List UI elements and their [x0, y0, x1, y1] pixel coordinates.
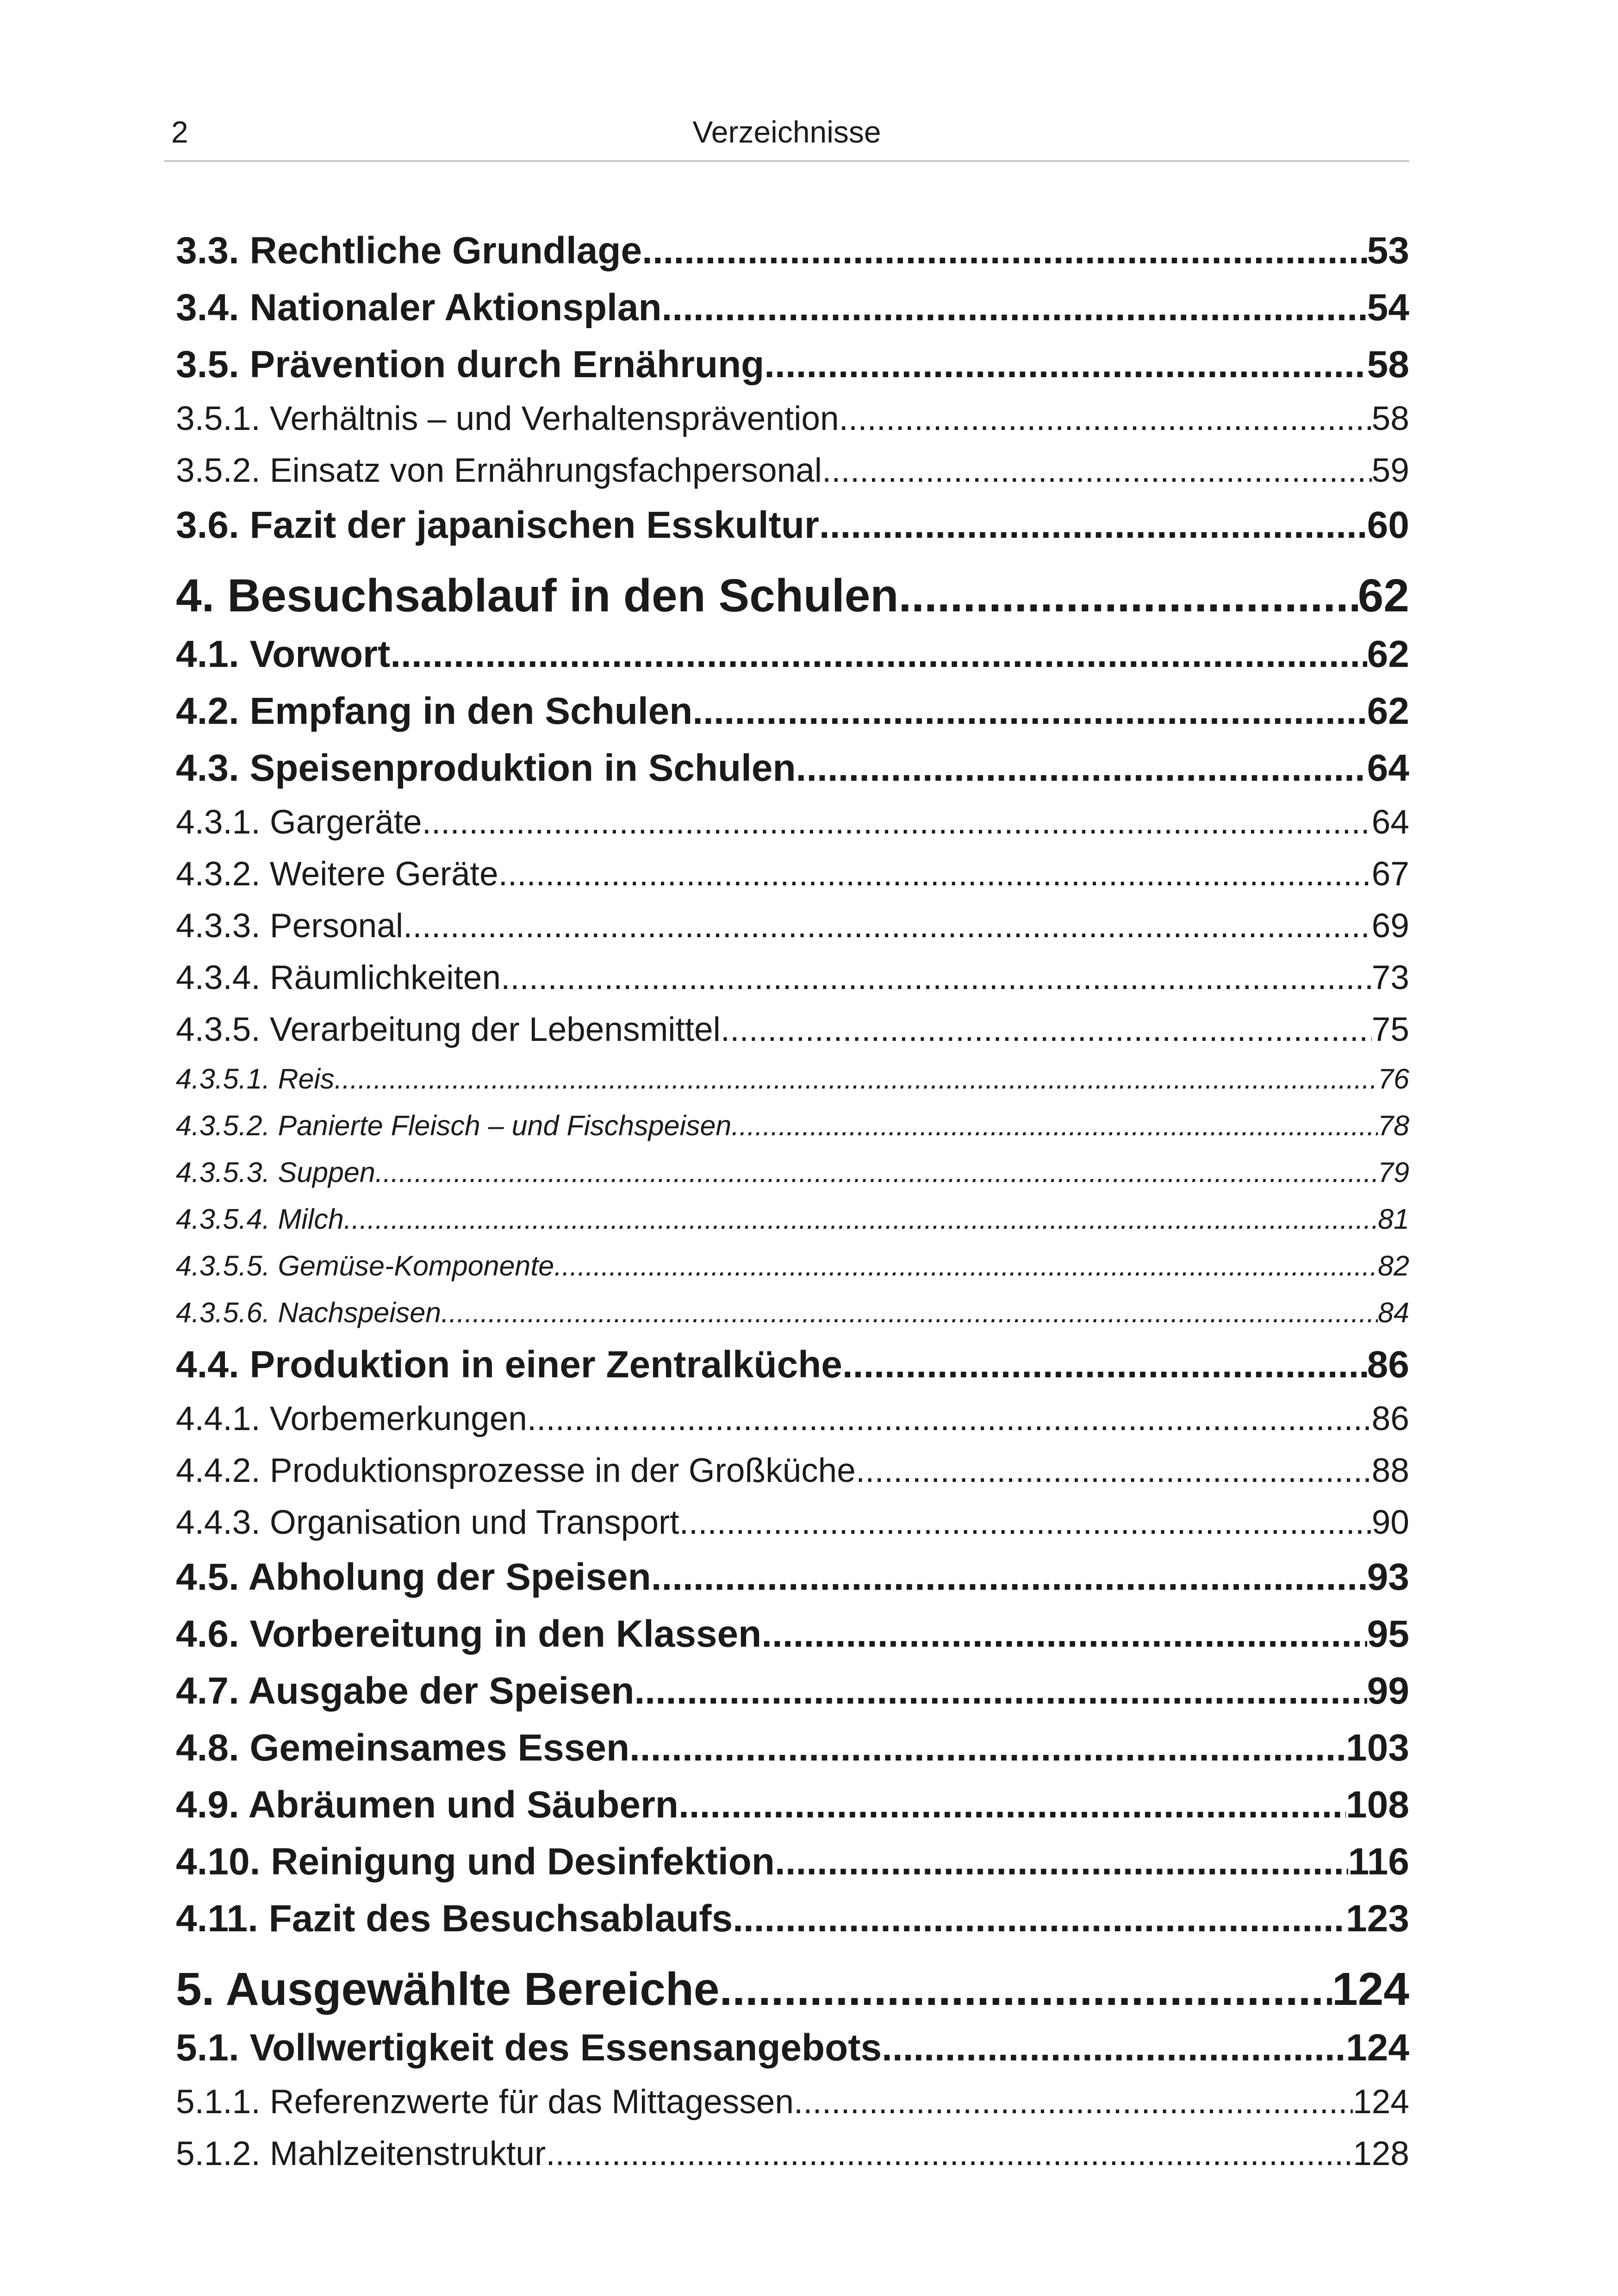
toc-entry-label: 4.4.3. Organisation und Transport [176, 1504, 679, 1541]
toc-entry-label: 3.5.1. Verhältnis – und Verhaltensprävention [176, 400, 839, 437]
toc-entry-page: 124 [1332, 1963, 1409, 2015]
toc-entry [176, 1776, 1409, 1833]
toc-entry-page: 58 [1371, 400, 1409, 437]
toc-entry-page: 82 [1378, 1250, 1409, 1282]
toc-entry-label: 4.4.2. Produktionsprozesse in der Großküche [176, 1452, 856, 1489]
dot-leader [882, 2019, 1346, 2076]
dot-leader [375, 1149, 1378, 1196]
toc-entry-label: 4.1. Vorwort [176, 633, 391, 675]
toc-entry [176, 1719, 1409, 1776]
dot-leader [527, 1393, 1372, 1445]
toc-entry-page: 124 [1346, 2027, 1409, 2069]
toc-entry-label: 4.4. Produktion in einer Zentralküche [176, 1344, 842, 1386]
page-number: 2 [171, 115, 188, 149]
toc-entry-label: 4.7. Ausgabe der Speisen [176, 1670, 635, 1712]
toc-entry-page: 62 [1367, 633, 1409, 675]
dot-leader [501, 952, 1372, 1004]
toc-entry-page: 123 [1346, 1898, 1409, 1940]
dot-leader [775, 1833, 1348, 1890]
toc-entry-label: 5. Ausgewählte Bereiche [176, 1963, 720, 2015]
toc-entry-label: 4.2. Empfang in den Schulen [176, 690, 693, 732]
toc-entry [176, 222, 1409, 279]
toc-entry-page: 73 [1371, 959, 1409, 996]
dot-leader [761, 1605, 1367, 1662]
dot-leader [794, 2076, 1353, 2128]
toc-entry [176, 848, 1409, 900]
toc-entry-label: 4.3.5.1. Reis [176, 1063, 335, 1095]
table-of-contents [176, 222, 1409, 2180]
toc-entry-label: 4.3.3. Personal [176, 907, 404, 945]
dot-leader [422, 796, 1372, 848]
toc-entry [176, 1336, 1409, 1393]
toc-entry-page: 99 [1367, 1670, 1409, 1712]
toc-entry [176, 1605, 1409, 1662]
toc-entry-label: 4.3.5.5. Gemüse-Komponente [176, 1250, 554, 1282]
dot-leader [629, 1719, 1346, 1776]
toc-entry-page: 79 [1378, 1157, 1409, 1188]
toc-entry [176, 1445, 1409, 1497]
toc-entry [176, 566, 1409, 626]
toc-entry-page: 76 [1378, 1063, 1409, 1095]
toc-entry-label: 5.1.1. Referenzwerte für das Mittagessen [176, 2083, 794, 2121]
toc-entry-label: 3.5.2. Einsatz von Ernährungsfachpersonal [176, 452, 822, 489]
toc-entry [176, 740, 1409, 796]
toc-entry [176, 1289, 1409, 1336]
toc-entry-label: 4.3.1. Gargeräte [176, 803, 422, 841]
dot-leader [662, 279, 1367, 336]
dot-leader [720, 1959, 1332, 2019]
toc-entry-page: 81 [1378, 1203, 1409, 1235]
toc-entry-label: 4.3.5.6. Nachspeisen [176, 1297, 442, 1328]
dot-leader [651, 1549, 1367, 1605]
toc-entry-page: 128 [1353, 2135, 1409, 2172]
toc-entry-label: 4.3.5.2. Panierte Fleisch – und Fischspeisen [176, 1110, 732, 1141]
toc-entry-label: 4.8. Gemeinsames Essen [176, 1727, 630, 1769]
toc-entry-page: 86 [1371, 1400, 1409, 1437]
toc-entry [176, 900, 1409, 952]
toc-entry [176, 279, 1409, 336]
toc-entry [176, 1056, 1409, 1102]
toc-entry [176, 445, 1409, 497]
dot-leader [390, 626, 1367, 683]
dot-leader [731, 1102, 1378, 1149]
toc-entry [176, 626, 1409, 683]
dot-leader [819, 497, 1367, 554]
toc-entry-page: 90 [1371, 1504, 1409, 1541]
toc-entry-label: 5.1. Vollwertigkeit des Essensangebots [176, 2027, 882, 2069]
toc-entry-page: 93 [1367, 1556, 1409, 1598]
toc-entry [176, 1959, 1409, 2019]
toc-entry-label: 4.11. Fazit des Besuchsablaufs [176, 1898, 733, 1940]
toc-entry [176, 1833, 1409, 1890]
toc-entry [176, 1102, 1409, 1149]
dot-leader [498, 848, 1372, 900]
dot-leader [634, 1662, 1367, 1719]
toc-entry-label: 3.4. Nationaler Aktionsplan [176, 286, 662, 329]
dot-leader [554, 1243, 1378, 1289]
toc-entry-page: 60 [1367, 504, 1409, 546]
toc-entry [176, 1890, 1409, 1947]
toc-entry-label: 4.3.5.4. Milch [176, 1203, 344, 1235]
toc-entry-label: 4.3.2. Weitere Geräte [176, 855, 498, 893]
dot-leader [733, 1890, 1346, 1947]
toc-entry-label: 4.3.4. Räumlichkeiten [176, 959, 501, 996]
toc-entry-label: 4.6. Vorbereitung in den Klassen [176, 1613, 762, 1655]
toc-entry-label: 4.4.1. Vorbemerkungen [176, 1400, 527, 1437]
dot-leader [796, 740, 1367, 796]
toc-entry [176, 1004, 1409, 1056]
toc-entry-page: 53 [1367, 230, 1409, 272]
toc-entry [176, 796, 1409, 848]
toc-entry [176, 1393, 1409, 1445]
dot-leader [679, 1497, 1372, 1549]
dot-leader [764, 336, 1367, 393]
dot-leader [856, 1445, 1372, 1497]
toc-entry-page: 86 [1367, 1344, 1409, 1386]
dot-leader [898, 566, 1357, 626]
dot-leader [822, 445, 1372, 497]
toc-entry-label: 4.3.5. Verarbeitung der Lebensmittel [176, 1011, 721, 1048]
toc-entry-label: 4.3.5.3. Suppen [176, 1157, 375, 1188]
toc-entry [176, 1662, 1409, 1719]
toc-entry-label: 3.3. Rechtliche Grundlage [176, 230, 642, 272]
toc-entry [176, 393, 1409, 445]
dot-leader [678, 1776, 1346, 1833]
toc-entry-label: 3.5. Prävention durch Ernährung [176, 343, 765, 386]
toc-entry [176, 1196, 1409, 1243]
toc-entry-page: 124 [1353, 2083, 1409, 2121]
toc-entry-page: 88 [1371, 1452, 1409, 1489]
toc-entry-label: 4.3. Speisenproduktion in Schulen [176, 747, 796, 789]
toc-entry-page: 95 [1367, 1613, 1409, 1655]
toc-entry-page: 75 [1371, 1011, 1409, 1048]
page-header [164, 113, 1409, 162]
toc-entry-page: 67 [1371, 855, 1409, 893]
dot-leader [721, 1004, 1372, 1056]
toc-entry-label: 4.9. Abräumen und Säubern [176, 1784, 678, 1826]
toc-entry [176, 1243, 1409, 1289]
toc-entry-page: 116 [1348, 1841, 1409, 1883]
toc-entry-label: 3.6. Fazit der japanischen Esskultur [176, 504, 819, 546]
toc-entry-page: 54 [1367, 286, 1409, 329]
toc-entry [176, 336, 1409, 393]
toc-entry-page: 62 [1357, 570, 1409, 622]
toc-entry [176, 1549, 1409, 1605]
toc-entry-page: 64 [1371, 803, 1409, 841]
toc-entry [176, 1497, 1409, 1549]
toc-entry-page: 103 [1346, 1727, 1409, 1769]
dot-leader [441, 1289, 1378, 1336]
dot-leader [642, 222, 1367, 279]
toc-entry-page: 78 [1378, 1110, 1409, 1141]
toc-entry [176, 497, 1409, 554]
dot-leader [692, 683, 1367, 740]
running-head: Verzeichnisse [692, 115, 881, 149]
toc-entry-page: 59 [1371, 452, 1409, 489]
toc-entry-page: 64 [1367, 747, 1409, 789]
dot-leader [842, 1336, 1367, 1393]
dot-leader [546, 2128, 1353, 2180]
toc-entry-label: 4. Besuchsablauf in den Schulen [176, 570, 899, 622]
toc-entry [176, 1149, 1409, 1196]
dot-leader [403, 900, 1372, 952]
dot-leader [344, 1196, 1378, 1243]
toc-entry-label: 5.1.2. Mahlzeitenstruktur [176, 2135, 546, 2172]
dot-leader [334, 1056, 1378, 1102]
toc-entry-page: 84 [1378, 1297, 1409, 1328]
toc-entry-label: 4.10. Reinigung und Desinfektion [176, 1841, 775, 1883]
toc-entry [176, 2019, 1409, 2076]
toc-entry-page: 108 [1346, 1784, 1409, 1826]
toc-entry [176, 2128, 1409, 2180]
toc-entry-page: 58 [1367, 343, 1409, 386]
toc-entry-label: 4.5. Abholung der Speisen [176, 1556, 651, 1598]
toc-entry-page: 62 [1367, 690, 1409, 732]
toc-entry [176, 952, 1409, 1004]
toc-entry [176, 2076, 1409, 2128]
toc-entry [176, 683, 1409, 740]
toc-entry-page: 69 [1371, 907, 1409, 945]
dot-leader [839, 393, 1372, 445]
